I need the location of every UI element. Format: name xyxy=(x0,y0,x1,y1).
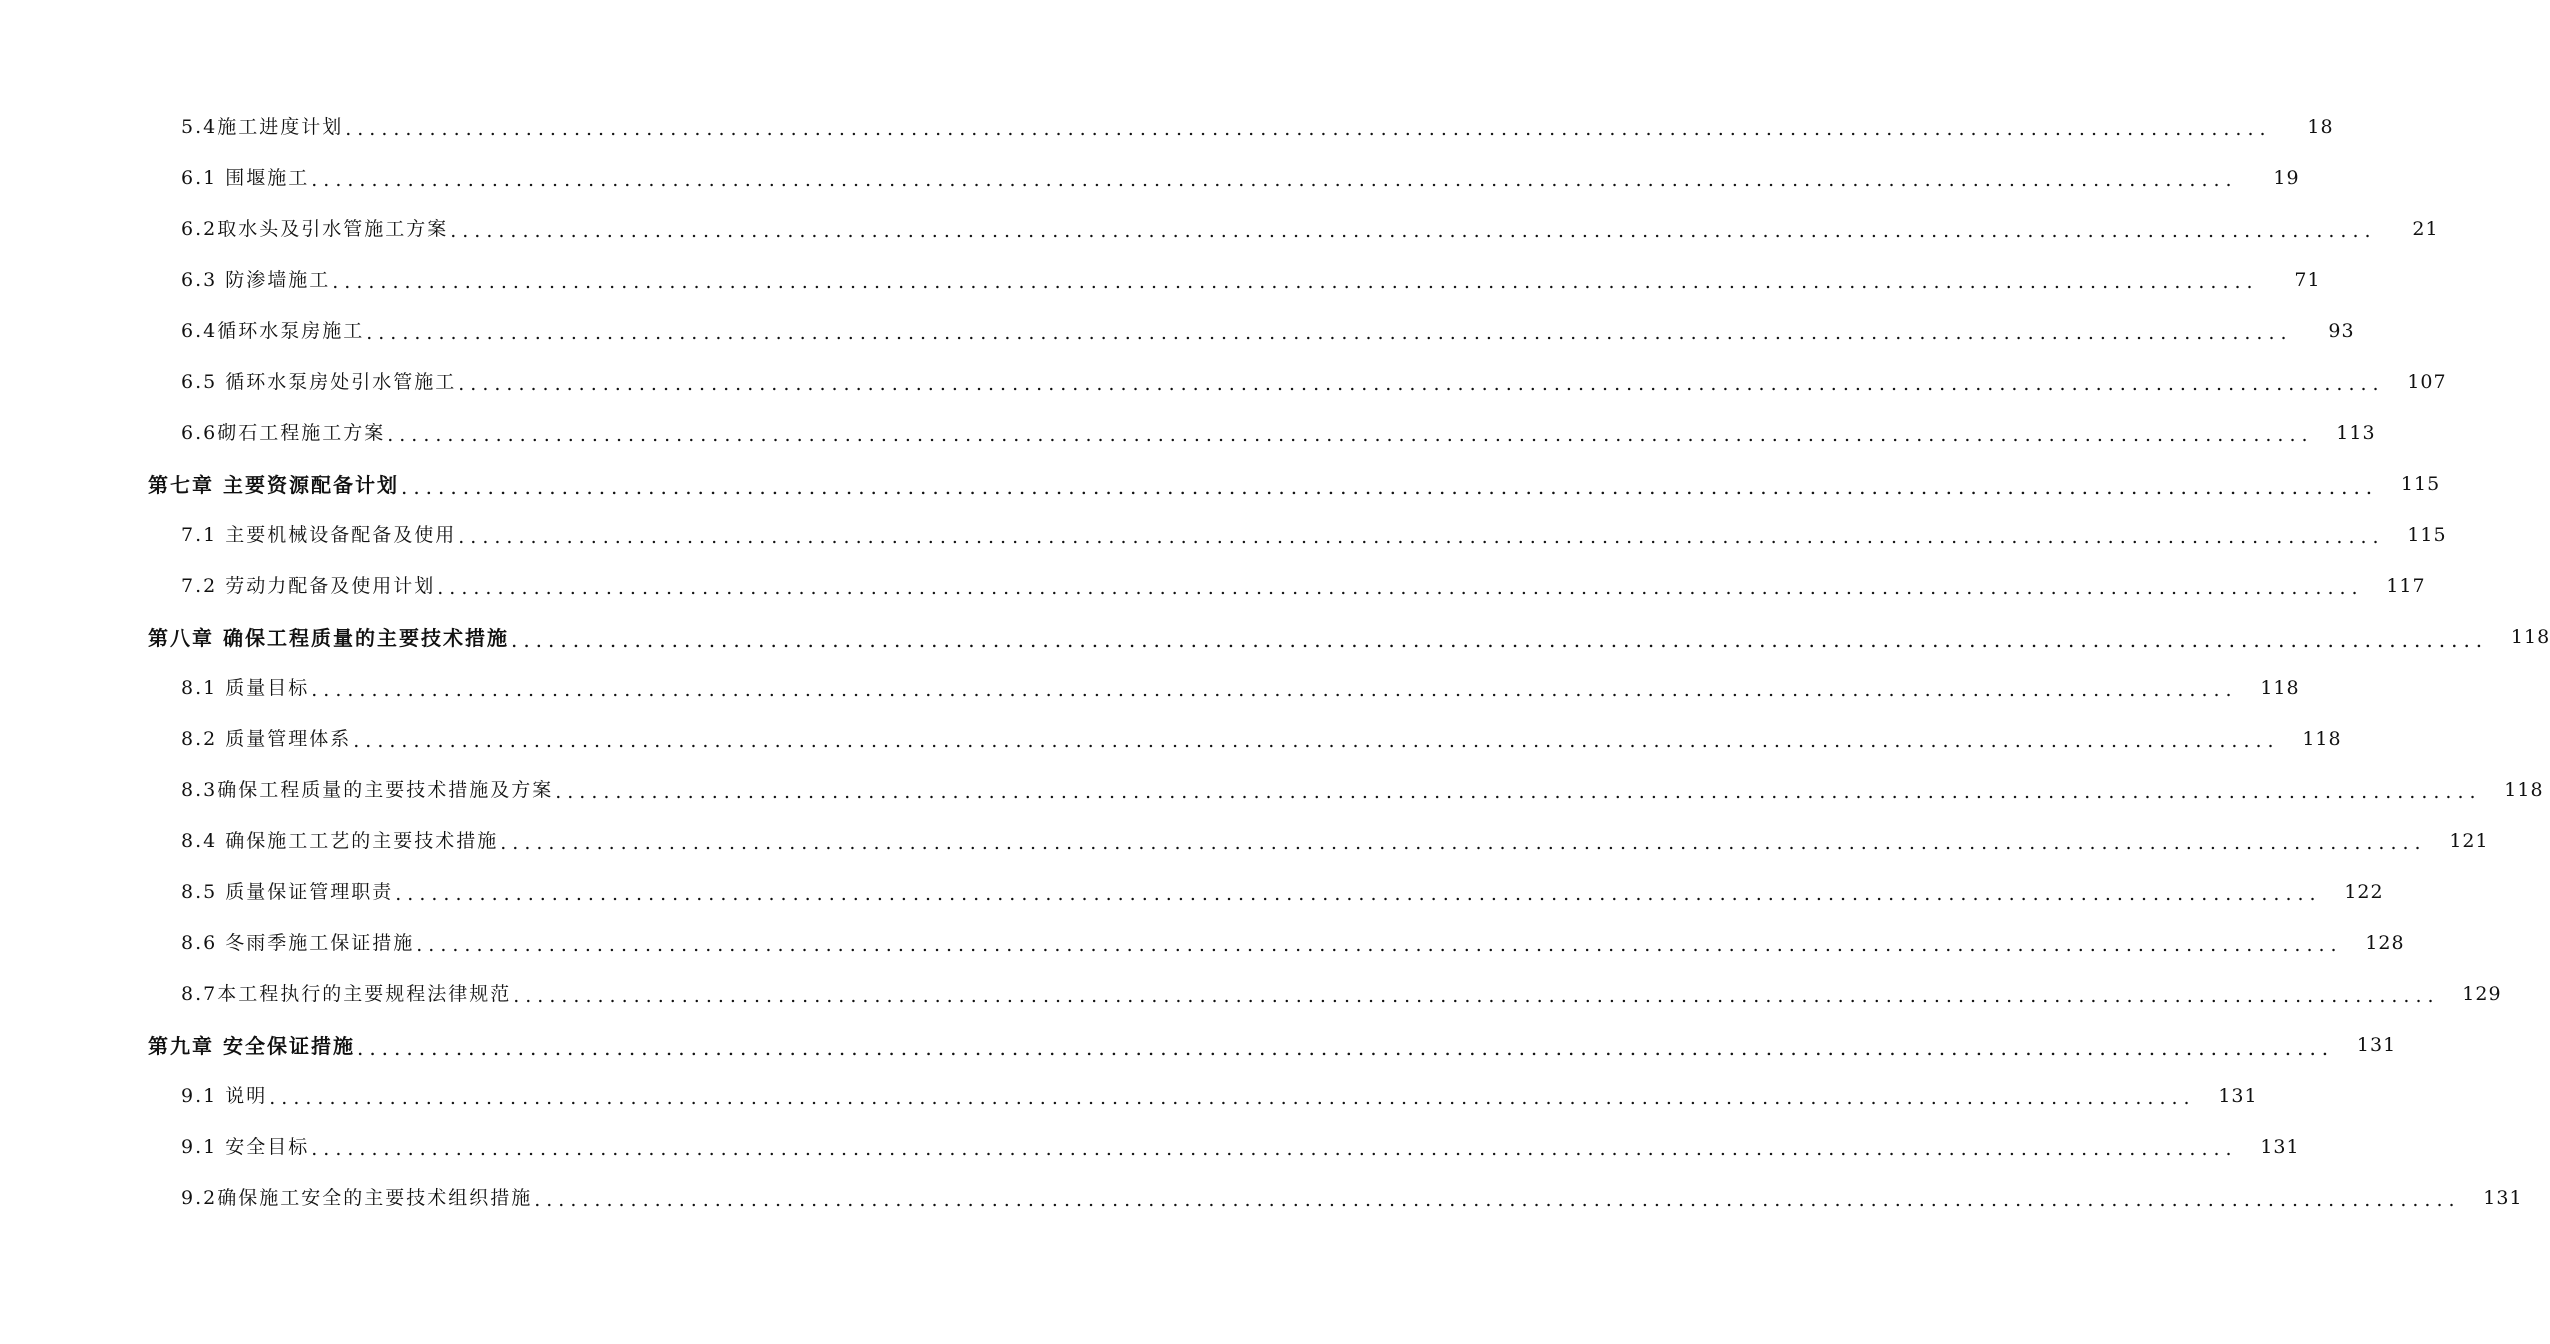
toc-entry-label: 6.6砌石工程施工方案 xyxy=(181,422,386,444)
dot-leader: ................................................................................................................................................................ xyxy=(353,730,2280,752)
toc-entry-label: 8.6 冬雨季施工保证措施 xyxy=(181,932,415,954)
toc-chapter-9[interactable] xyxy=(0,1020,2397,1071)
toc-entry-page-number: 93 xyxy=(2328,320,2355,342)
toc-entry-8-3[interactable] xyxy=(0,765,2544,816)
toc-entry-page-number: 18 xyxy=(2307,116,2334,138)
toc-entry-page-number: 115 xyxy=(2400,473,2441,495)
toc-entry-label: 5.4施工进度计划 xyxy=(181,116,344,138)
table-of-contents xyxy=(0,102,2550,1224)
toc-entry-label: 6.1 围堰施工 xyxy=(181,167,310,189)
dot-leader: ................................................................................................................................................................ xyxy=(387,424,2314,446)
toc-entry-5-4[interactable] xyxy=(0,102,2334,153)
dot-leader: ................................................................................................................................................................ xyxy=(555,781,2482,803)
dot-leader: ................................................................................................................................................................ xyxy=(311,1138,2238,1160)
toc-entry-9-1-description[interactable] xyxy=(0,1071,2258,1122)
dot-leader: ................................................................................................................................................................ xyxy=(458,526,2385,548)
toc-entry-page-number: 107 xyxy=(2407,371,2447,393)
toc-entry-8-7[interactable] xyxy=(0,969,2502,1020)
toc-entry-label: 9.1 安全目标 xyxy=(181,1136,310,1158)
toc-entry-6-1[interactable] xyxy=(0,153,2300,204)
toc-entry-6-6[interactable] xyxy=(0,408,2376,459)
dot-leader: ................................................................................................................................................................ xyxy=(311,169,2238,191)
dot-leader: ................................................................................................................................................................ xyxy=(458,373,2385,395)
toc-entry-8-5[interactable] xyxy=(0,867,2384,918)
toc-entry-label: 8.5 质量保证管理职责 xyxy=(181,881,394,903)
toc-entry-8-2[interactable] xyxy=(0,714,2342,765)
toc-entry-page-number: 118 xyxy=(2260,677,2300,699)
toc-entry-label: 6.3 防渗墙施工 xyxy=(181,269,331,291)
toc-chapter-label: 第七章 主要资源配备计划 xyxy=(148,472,399,497)
toc-entry-9-2[interactable] xyxy=(0,1173,2523,1224)
toc-chapter-7[interactable] xyxy=(0,459,2441,510)
dot-leader: ................................................................................................................................................................ xyxy=(510,627,2489,652)
toc-entry-label: 8.7本工程执行的主要规程法律规范 xyxy=(181,983,512,1005)
toc-entry-page-number: 122 xyxy=(2344,881,2384,903)
toc-chapter-label: 第八章 确保工程质量的主要技术措施 xyxy=(148,625,509,650)
toc-entry-label: 6.2取水头及引水管施工方案 xyxy=(181,218,449,240)
toc-entry-page-number: 21 xyxy=(2412,218,2439,240)
toc-entry-6-2[interactable] xyxy=(0,204,2439,255)
dot-leader: ................................................................................................................................................................ xyxy=(395,883,2322,905)
dot-leader: ................................................................................................................................................................ xyxy=(416,934,2343,956)
dot-leader: ................................................................................................................................................................ xyxy=(450,220,2377,242)
toc-entry-6-5[interactable] xyxy=(0,357,2447,408)
dot-leader: ................................................................................................................................................................ xyxy=(400,474,2379,499)
dot-leader: ................................................................................................................................................................ xyxy=(366,322,2293,344)
toc-entry-9-1-safety-goal[interactable] xyxy=(0,1122,2300,1173)
dot-leader: ................................................................................................................................................................ xyxy=(534,1189,2461,1211)
toc-entry-page-number: 118 xyxy=(2302,728,2342,750)
toc-entry-8-1[interactable] xyxy=(0,663,2300,714)
toc-entry-label: 8.3确保工程质量的主要技术措施及方案 xyxy=(181,779,554,801)
toc-entry-page-number: 131 xyxy=(2356,1034,2397,1056)
dot-leader: ................................................................................................................................................................ xyxy=(311,679,2238,701)
toc-entry-page-number: 71 xyxy=(2294,269,2321,291)
dot-leader: ................................................................................................................................................................ xyxy=(332,271,2259,293)
toc-entry-label: 7.1 主要机械设备配备及使用 xyxy=(181,524,457,546)
toc-entry-page-number: 131 xyxy=(2260,1136,2300,1158)
toc-entry-7-2[interactable] xyxy=(0,561,2426,612)
toc-entry-page-number: 115 xyxy=(2407,524,2447,546)
toc-chapter-8[interactable] xyxy=(0,612,2550,663)
toc-entry-8-4[interactable] xyxy=(0,816,2489,867)
toc-entry-page-number: 19 xyxy=(2273,167,2300,189)
toc-entry-7-1[interactable] xyxy=(0,510,2447,561)
toc-chapter-label: 第九章 安全保证措施 xyxy=(148,1033,355,1058)
dot-leader: ................................................................................................................................................................ xyxy=(437,577,2364,599)
toc-entry-label: 9.2确保施工安全的主要技术组织措施 xyxy=(181,1187,533,1209)
toc-entry-page-number: 128 xyxy=(2365,932,2405,954)
toc-entry-page-number: 129 xyxy=(2462,983,2502,1005)
dot-leader: ................................................................................................................................................................ xyxy=(345,118,2272,140)
toc-entry-page-number: 118 xyxy=(2504,779,2544,801)
toc-entry-page-number: 131 xyxy=(2218,1085,2258,1107)
dot-leader: ................................................................................................................................................................ xyxy=(513,985,2440,1007)
toc-entry-page-number: 121 xyxy=(2449,830,2489,852)
toc-entry-label: 9.1 说明 xyxy=(181,1085,268,1107)
toc-entry-label: 8.2 质量管理体系 xyxy=(181,728,352,750)
toc-entry-page-number: 131 xyxy=(2483,1187,2523,1209)
toc-entry-page-number: 118 xyxy=(2510,626,2550,648)
toc-entry-label: 8.4 确保施工工艺的主要技术措施 xyxy=(181,830,499,852)
toc-entry-8-6[interactable] xyxy=(0,918,2405,969)
dot-leader: ................................................................................................................................................................ xyxy=(269,1087,2196,1109)
toc-entry-6-4[interactable] xyxy=(0,306,2355,357)
toc-entry-page-number: 117 xyxy=(2386,575,2426,597)
toc-entry-label: 8.1 质量目标 xyxy=(181,677,310,699)
toc-entry-label: 6.4循环水泵房施工 xyxy=(181,320,365,342)
toc-entry-label: 6.5 循环水泵房处引水管施工 xyxy=(181,371,457,393)
dot-leader: ................................................................................................................................................................ xyxy=(356,1035,2335,1060)
toc-entry-label: 7.2 劳动力配备及使用计划 xyxy=(181,575,436,597)
toc-entry-page-number: 113 xyxy=(2336,422,2376,444)
toc-entry-6-3[interactable] xyxy=(0,255,2321,306)
dot-leader: ................................................................................................................................................................ xyxy=(500,832,2427,854)
